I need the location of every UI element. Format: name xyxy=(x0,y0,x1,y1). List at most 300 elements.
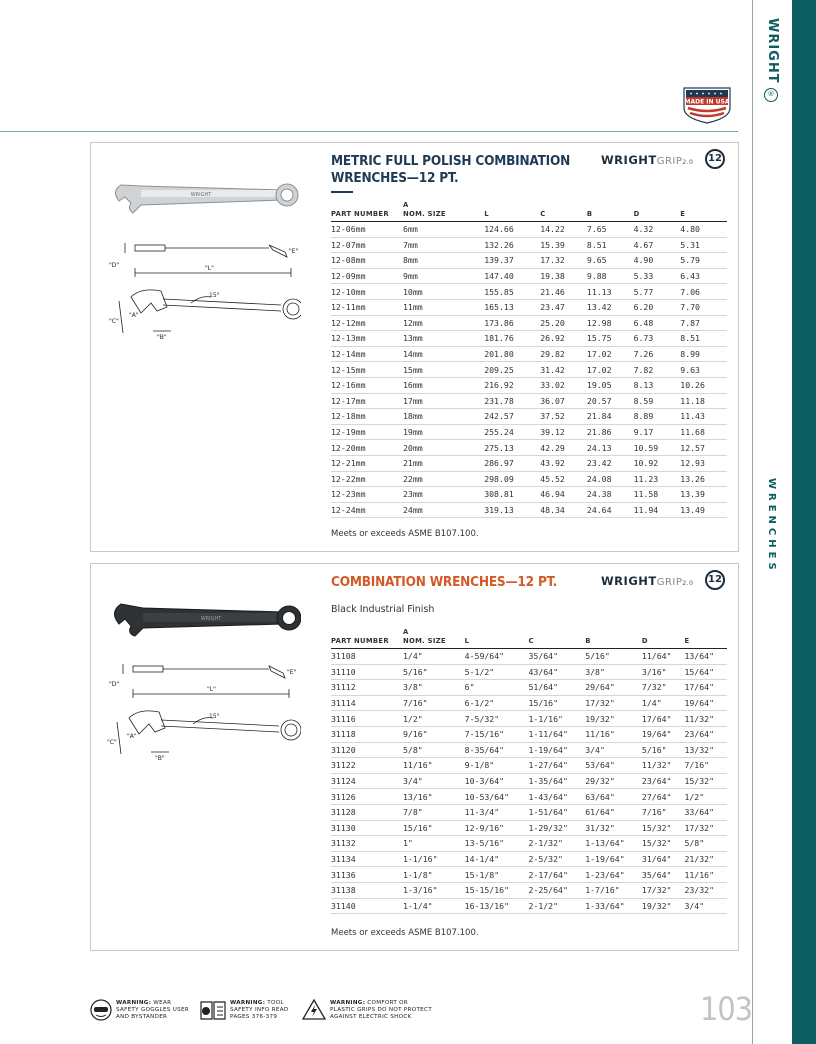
table-cell: 12-17mm xyxy=(331,393,403,409)
table-cell: 35/64" xyxy=(528,649,585,665)
table-cell: 9.65 xyxy=(587,253,634,269)
table-cell: 20.57 xyxy=(587,393,634,409)
table-cell: 29/64" xyxy=(585,680,642,696)
column-header: A NOM. SIZE xyxy=(403,201,484,222)
table-cell: 20mm xyxy=(403,440,484,456)
table-cell: 14.22 xyxy=(540,222,587,238)
table-cell: 1-35/64" xyxy=(528,773,585,789)
table-cell: 11/32" xyxy=(642,758,685,774)
column-header: D xyxy=(634,201,681,222)
table-cell: 31112 xyxy=(331,680,403,696)
table-cell: 31118 xyxy=(331,726,403,742)
table-row xyxy=(331,742,727,758)
twelve-point-badge-icon: 12 xyxy=(705,149,725,169)
table-cell: 4.67 xyxy=(634,237,681,253)
table-cell: 9-1/8" xyxy=(465,758,529,774)
svg-text:15°: 15° xyxy=(209,713,220,720)
table-cell: 9.88 xyxy=(587,268,634,284)
table-row xyxy=(331,789,727,805)
column-header: D xyxy=(642,628,685,649)
table-cell: 1-1/16" xyxy=(528,711,585,727)
table-cell: 15-15/16" xyxy=(465,882,529,898)
table-row xyxy=(331,377,727,393)
table-cell: 1-1/8" xyxy=(403,867,465,883)
svg-text:"A": "A" xyxy=(129,312,139,319)
table-cell: 23/32" xyxy=(684,882,727,898)
table-cell: 13mm xyxy=(403,331,484,347)
table-cell: 17mm xyxy=(403,393,484,409)
column-header: B xyxy=(585,628,642,649)
table-cell: 5-1/2" xyxy=(465,664,529,680)
table-cell: 11/32" xyxy=(684,711,727,727)
column-header: A NOM. SIZE xyxy=(403,628,465,649)
warning-goggles: WARNING: WEAR SAFETY GOGGLES USER AND BYSTANDER xyxy=(90,996,200,1026)
table-cell: 319.13 xyxy=(484,502,540,518)
table-cell: 26.92 xyxy=(540,331,587,347)
table-cell: 36.07 xyxy=(540,393,587,409)
table-cell: 43/64" xyxy=(528,664,585,680)
product-subtitle: Black Industrial Finish xyxy=(331,604,435,615)
table-cell: 12-18mm xyxy=(331,409,403,425)
table-cell: 286.97 xyxy=(484,455,540,471)
table-cell: 23.47 xyxy=(540,299,587,315)
column-header: L xyxy=(465,628,529,649)
table-cell: 11.58 xyxy=(634,487,681,503)
table-row xyxy=(331,502,727,518)
table-cell: 19/64" xyxy=(684,695,727,711)
table-cell: 5/16" xyxy=(642,742,685,758)
table-cell: 46.94 xyxy=(540,487,587,503)
table-cell: 23mm xyxy=(403,487,484,503)
table-cell: 155.85 xyxy=(484,284,540,300)
table-row xyxy=(331,315,727,331)
table-cell: 15/32" xyxy=(642,820,685,836)
table-cell: 181.76 xyxy=(484,331,540,347)
table-cell: 9.63 xyxy=(680,362,727,378)
table-cell: 12-14mm xyxy=(331,346,403,362)
table-cell: 15/16" xyxy=(528,695,585,711)
table-cell: 5.33 xyxy=(634,268,681,284)
table-cell: 33.02 xyxy=(540,377,587,393)
table-row xyxy=(331,711,727,727)
table-row xyxy=(331,409,727,425)
svg-text:"E": "E" xyxy=(289,248,299,255)
table-cell: 5.77 xyxy=(634,284,681,300)
table-cell: 7.26 xyxy=(634,346,681,362)
table-cell: 24.08 xyxy=(587,471,634,487)
table-cell: 13/16" xyxy=(403,789,465,805)
svg-text:"C": "C" xyxy=(107,739,117,746)
table-cell: 275.13 xyxy=(484,440,540,456)
table-cell: 7.87 xyxy=(680,315,727,331)
table-cell: 11.18 xyxy=(680,393,727,409)
table-cell: 12-13mm xyxy=(331,331,403,347)
table-cell: 10-3/64" xyxy=(465,773,529,789)
table-row xyxy=(331,440,727,456)
table-cell: 23/64" xyxy=(642,773,685,789)
svg-text:15°: 15° xyxy=(209,292,220,299)
made-in-usa-icon xyxy=(682,86,732,124)
table-cell: 13.39 xyxy=(680,487,727,503)
table-cell: 4.80 xyxy=(680,222,727,238)
table-cell: 1-3/16" xyxy=(403,882,465,898)
table-cell: 31136 xyxy=(331,867,403,883)
table-cell: 25.20 xyxy=(540,315,587,331)
table-cell: 5.31 xyxy=(680,237,727,253)
table-cell: 11/16" xyxy=(585,726,642,742)
column-header: PART NUMBER xyxy=(331,201,403,222)
product-title-metric: METRIC FULL POLISH COMBINATION WRENCHES—12 PT. xyxy=(331,153,571,186)
table-cell: 8.89 xyxy=(634,409,681,425)
table-cell: 7mm xyxy=(403,237,484,253)
table-cell: 11/16" xyxy=(684,867,727,883)
table-cell: 15-1/8" xyxy=(465,867,529,883)
table-cell: 7/32" xyxy=(642,680,685,696)
table-cell: 13.26 xyxy=(680,471,727,487)
table-cell: 1-11/64" xyxy=(528,726,585,742)
table-cell: 12-20mm xyxy=(331,440,403,456)
table-row xyxy=(331,346,727,362)
column-header: L xyxy=(484,201,540,222)
svg-text:"B": "B" xyxy=(157,334,167,341)
table-row xyxy=(331,898,727,914)
table-cell: 12-21mm xyxy=(331,455,403,471)
header-rule xyxy=(0,131,738,132)
table-cell: 31114 xyxy=(331,695,403,711)
table-cell: 15/32" xyxy=(684,773,727,789)
table-cell: 11.68 xyxy=(680,424,727,440)
table-cell: 12.93 xyxy=(680,455,727,471)
table-cell: 216.92 xyxy=(484,377,540,393)
right-rail-teal-band xyxy=(792,0,816,1044)
safety-book-icon xyxy=(198,998,228,1022)
table-row xyxy=(331,680,727,696)
table-cell: 308.81 xyxy=(484,487,540,503)
table-cell: 9.17 xyxy=(634,424,681,440)
table-cell: 7/16" xyxy=(403,695,465,711)
table-cell: 1-19/64" xyxy=(585,851,642,867)
table-cell: 11/64" xyxy=(642,649,685,665)
table-cell: 12.98 xyxy=(587,315,634,331)
table-cell: 1-43/64" xyxy=(528,789,585,805)
table-cell: 10.26 xyxy=(680,377,727,393)
product-panel-sae-black xyxy=(90,563,739,951)
table-cell: 11.13 xyxy=(587,284,634,300)
table-cell: 17/64" xyxy=(684,680,727,696)
table-cell: 5/8" xyxy=(403,742,465,758)
table-cell: 209.25 xyxy=(484,362,540,378)
table-row xyxy=(331,726,727,742)
table-cell: 13.49 xyxy=(680,502,727,518)
table-cell: 31/64" xyxy=(642,851,685,867)
table-row xyxy=(331,393,727,409)
table-cell: 12-24mm xyxy=(331,502,403,518)
wright-grip-logo-2: WRIGHTGRIP2.0 xyxy=(601,574,694,588)
table-cell: 132.26 xyxy=(484,237,540,253)
table-cell: 37.52 xyxy=(540,409,587,425)
table-cell: 298.09 xyxy=(484,471,540,487)
table-cell: 1-27/64" xyxy=(528,758,585,774)
right-rail-divider xyxy=(752,0,753,1044)
section-label xyxy=(764,478,780,578)
table-cell: 31124 xyxy=(331,773,403,789)
electric-shock-warning-icon xyxy=(302,998,326,1022)
table-cell: 21.86 xyxy=(587,424,634,440)
table-row xyxy=(331,222,727,238)
table-row xyxy=(331,649,727,665)
table-cell: 6.43 xyxy=(680,268,727,284)
table-cell: 124.66 xyxy=(484,222,540,238)
column-header: E xyxy=(684,628,727,649)
table-cell: 1-1/4" xyxy=(403,898,465,914)
column-header: C xyxy=(528,628,585,649)
table-cell: 6-1/2" xyxy=(465,695,529,711)
svg-text:"E": "E" xyxy=(287,669,297,676)
table-cell: 43.92 xyxy=(540,455,587,471)
table-cell: 6.20 xyxy=(634,299,681,315)
table-cell: 1-33/64" xyxy=(585,898,642,914)
table-cell: 19.05 xyxy=(587,377,634,393)
table-row xyxy=(331,455,727,471)
table-cell: 1/4" xyxy=(642,695,685,711)
warning-electric-shock: WARNING: COMFORT OR PLASTIC GRIPS DO NOT PROTECT AGAINST ELECTRIC SHOCK xyxy=(302,996,452,1026)
table-cell: 165.13 xyxy=(484,299,540,315)
table-cell: 12-22mm xyxy=(331,471,403,487)
table-cell: 12-23mm xyxy=(331,487,403,503)
table-cell: 3/16" xyxy=(642,664,685,680)
table-row xyxy=(331,268,727,284)
svg-text:"C": "C" xyxy=(109,318,119,325)
table-cell: 39.12 xyxy=(540,424,587,440)
table-cell: 53/64" xyxy=(585,758,642,774)
table-cell: 14mm xyxy=(403,346,484,362)
table-cell: 17/32" xyxy=(585,695,642,711)
table-cell: 21mm xyxy=(403,455,484,471)
table-cell: 11/16" xyxy=(403,758,465,774)
table-cell: 12-10mm xyxy=(331,284,403,300)
table-cell: 7.65 xyxy=(587,222,634,238)
table-cell: 3/4" xyxy=(585,742,642,758)
table-cell: 12-15mm xyxy=(331,362,403,378)
table-cell: 31/32" xyxy=(585,820,642,836)
wrench-photo-black xyxy=(114,604,301,636)
table-cell: 5/16" xyxy=(403,664,465,680)
table-cell: 17/64" xyxy=(642,711,685,727)
table-cell: 12-11mm xyxy=(331,299,403,315)
table-row xyxy=(331,773,727,789)
table-cell: 3/4" xyxy=(403,773,465,789)
table-cell: 10mm xyxy=(403,284,484,300)
table-cell: 6.48 xyxy=(634,315,681,331)
table-cell: 17/32" xyxy=(642,882,685,898)
table-cell: 48.34 xyxy=(540,502,587,518)
table-row xyxy=(331,804,727,820)
table-cell: 31134 xyxy=(331,851,403,867)
table-cell: 17.32 xyxy=(540,253,587,269)
table-row xyxy=(331,836,727,852)
table-row xyxy=(331,487,727,503)
table-cell: 31140 xyxy=(331,898,403,914)
table-cell: 18mm xyxy=(403,409,484,425)
table-cell: 31126 xyxy=(331,789,403,805)
table-cell: 11-3/4" xyxy=(465,804,529,820)
table-cell: 10-53/64" xyxy=(465,789,529,805)
table-cell: 31138 xyxy=(331,882,403,898)
standards-note-2: Meets or exceeds ASME B107.100. xyxy=(331,928,479,938)
wrench-illustration-metric xyxy=(101,173,301,377)
table-cell: 1-29/32" xyxy=(528,820,585,836)
table-cell: 63/64" xyxy=(585,789,642,805)
table-cell: 13.42 xyxy=(587,299,634,315)
table-row xyxy=(331,758,727,774)
svg-text:"B": "B" xyxy=(155,755,165,762)
table-cell: 51/64" xyxy=(528,680,585,696)
table-cell: 11mm xyxy=(403,299,484,315)
table-cell: 2-25/64" xyxy=(528,882,585,898)
table-cell: 2-1/2" xyxy=(528,898,585,914)
table-cell: 31122 xyxy=(331,758,403,774)
table-cell: 1-51/64" xyxy=(528,804,585,820)
table-cell: 147.40 xyxy=(484,268,540,284)
table-cell: 8.59 xyxy=(634,393,681,409)
table-cell: 21/32" xyxy=(684,851,727,867)
table-row xyxy=(331,253,727,269)
table-cell: 31128 xyxy=(331,804,403,820)
table-cell: 19mm xyxy=(403,424,484,440)
title-underline xyxy=(331,191,353,193)
table-cell: 201.80 xyxy=(484,346,540,362)
table-cell: 13/32" xyxy=(684,742,727,758)
table-cell: 14-1/4" xyxy=(465,851,529,867)
table-cell: 15mm xyxy=(403,362,484,378)
table-cell: 2-5/32" xyxy=(528,851,585,867)
table-cell: 23/64" xyxy=(684,726,727,742)
table-cell: 1-7/16" xyxy=(585,882,642,898)
table-cell: 15.75 xyxy=(587,331,634,347)
table-cell: 2-1/32" xyxy=(528,836,585,852)
table-cell: 12-16mm xyxy=(331,377,403,393)
table-cell: 6.73 xyxy=(634,331,681,347)
page-number: 103 xyxy=(700,990,752,1028)
table-cell: 24mm xyxy=(403,502,484,518)
table-cell: 1-23/64" xyxy=(585,867,642,883)
table-cell: 17.02 xyxy=(587,346,634,362)
table-cell: 10.59 xyxy=(634,440,681,456)
spec-table-metric xyxy=(331,201,727,518)
table-cell: 21.46 xyxy=(540,284,587,300)
table-cell: 15/16" xyxy=(403,820,465,836)
table-row xyxy=(331,695,727,711)
table-cell: 1-19/64" xyxy=(528,742,585,758)
table-cell: 7.70 xyxy=(680,299,727,315)
table-row xyxy=(331,331,727,347)
table-cell: 12-9/16" xyxy=(465,820,529,836)
wrench-illustration-sae xyxy=(101,594,301,798)
table-cell: 13-5/16" xyxy=(465,836,529,852)
spec-table-sae xyxy=(331,628,727,914)
table-row xyxy=(331,867,727,883)
table-cell: 19/64" xyxy=(642,726,685,742)
table-cell: 45.52 xyxy=(540,471,587,487)
table-cell: 15/64" xyxy=(684,664,727,680)
warning-safety-info: WARNING: TOOL SAFETY INFO READ PAGES 376-379 xyxy=(198,996,308,1026)
column-header: PART NUMBER xyxy=(331,628,403,649)
table-cell: 29/32" xyxy=(585,773,642,789)
table-cell: 11.23 xyxy=(634,471,681,487)
table-cell: 8.51 xyxy=(587,237,634,253)
table-cell: 8-35/64" xyxy=(465,742,529,758)
table-cell: 1/4" xyxy=(403,649,465,665)
svg-text:"D": "D" xyxy=(109,681,120,688)
brand-name: WRIGHT xyxy=(765,18,780,84)
table-cell: 6" xyxy=(465,680,529,696)
table-row xyxy=(331,237,727,253)
table-cell: 27/64" xyxy=(642,789,685,805)
table-cell: 15/32" xyxy=(642,836,685,852)
svg-text:WRIGHT: WRIGHT xyxy=(190,192,212,198)
table-cell: 242.57 xyxy=(484,409,540,425)
made-in-usa-text: MADE IN USA xyxy=(684,98,730,106)
table-cell: 16mm xyxy=(403,377,484,393)
table-cell: 12-08mm xyxy=(331,253,403,269)
table-header-row xyxy=(331,201,727,222)
product-panel-metric xyxy=(90,142,739,552)
column-header: C xyxy=(540,201,587,222)
table-cell: 5.79 xyxy=(680,253,727,269)
table-cell: 21.84 xyxy=(587,409,634,425)
table-cell: 7-5/32" xyxy=(465,711,529,727)
table-cell: 19/32" xyxy=(585,711,642,727)
table-cell: 1/2" xyxy=(403,711,465,727)
table-row xyxy=(331,851,727,867)
standards-note: Meets or exceeds ASME B107.100. xyxy=(331,529,479,539)
svg-text:"L": "L" xyxy=(207,686,216,693)
table-cell: 12-09mm xyxy=(331,268,403,284)
table-row xyxy=(331,882,727,898)
table-cell: 12-19mm xyxy=(331,424,403,440)
table-cell: 31108 xyxy=(331,649,403,665)
column-header: B xyxy=(587,201,634,222)
table-cell: 2-17/64" xyxy=(528,867,585,883)
table-row xyxy=(331,820,727,836)
table-cell: 8mm xyxy=(403,253,484,269)
svg-text:WRIGHT: WRIGHT xyxy=(200,616,222,622)
table-cell: 255.24 xyxy=(484,424,540,440)
table-cell: 24.64 xyxy=(587,502,634,518)
table-cell: 1-13/64" xyxy=(585,836,642,852)
table-cell: 31120 xyxy=(331,742,403,758)
table-cell: 139.37 xyxy=(484,253,540,269)
table-cell: 11.43 xyxy=(680,409,727,425)
table-cell: 3/8" xyxy=(403,680,465,696)
table-row xyxy=(331,424,727,440)
table-cell: 3/4" xyxy=(684,898,727,914)
table-cell: 19.38 xyxy=(540,268,587,284)
table-cell: 1-1/16" xyxy=(403,851,465,867)
table-cell: 22mm xyxy=(403,471,484,487)
table-cell: 1/2" xyxy=(684,789,727,805)
table-cell: 3/8" xyxy=(585,664,642,680)
table-cell: 7.82 xyxy=(634,362,681,378)
table-cell: 7.06 xyxy=(680,284,727,300)
safety-goggles-icon xyxy=(90,999,112,1021)
table-cell: 31.42 xyxy=(540,362,587,378)
table-row xyxy=(331,471,727,487)
table-cell: 12-06mm xyxy=(331,222,403,238)
table-cell: 17/32" xyxy=(684,820,727,836)
table-cell: 33/64" xyxy=(684,804,727,820)
table-cell: 12-07mm xyxy=(331,237,403,253)
